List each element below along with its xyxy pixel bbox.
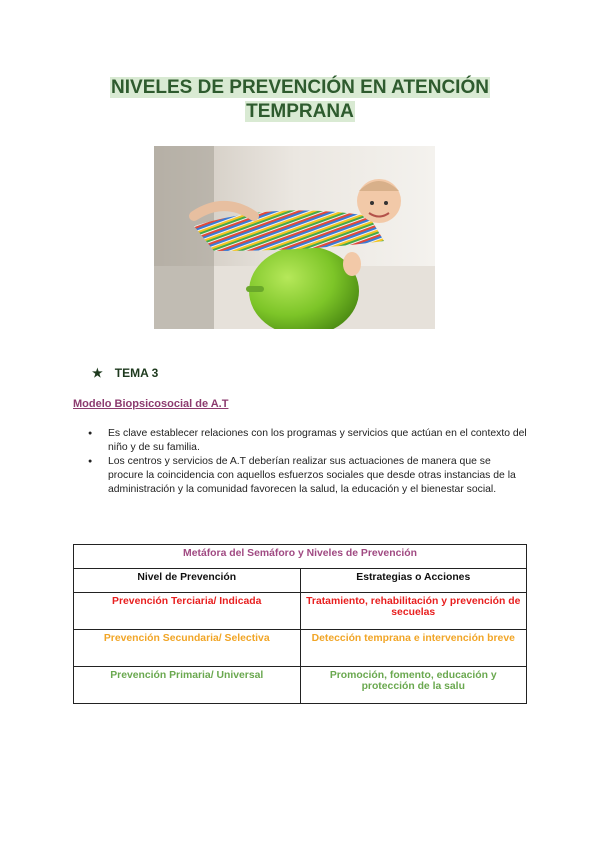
title-line-2: TEMPRANA xyxy=(246,101,354,122)
tema-heading xyxy=(92,366,158,380)
table-cell: Prevención Secundaria/ Selectiva xyxy=(74,630,301,667)
prevention-table xyxy=(73,544,527,704)
bullet-item: ● Los centros y servicios de A.T deberían realizar sus actuaciones de manera que se procure la coincidencia con aquellos esfuerzos sociales que desde otras instancias de la administración y la comunidad favorecen la salud, la educación y el bienestar social. xyxy=(88,455,528,497)
table-cell: Prevención Primaria/ Universal xyxy=(74,667,301,704)
table-row xyxy=(74,630,527,667)
bullet-item: ● Es clave establecer relaciones con los programas y servicios que actúan en el contexto del niño y de su familia. xyxy=(88,427,528,455)
page-title xyxy=(60,76,540,124)
table-row xyxy=(74,667,527,704)
table-row xyxy=(74,593,527,630)
table-cell: Detección temprana e intervención breve xyxy=(300,630,527,667)
tema-label: TEMA 3 xyxy=(114,366,159,380)
table-cell: Prevención Terciaria/ Indicada xyxy=(74,593,301,630)
title-line-1: NIVELES DE PREVENCIÓN EN ATENCIÓN xyxy=(111,77,489,98)
table-cell: Tratamiento, rehabilitación y prevención de secuelas xyxy=(300,593,527,630)
section-heading-link[interactable]: Modelo Biopsicosocial de A.T xyxy=(73,398,229,410)
table-cell: Promoción, fomento, educación y protección de la salu xyxy=(300,667,527,704)
bullet-list xyxy=(88,427,528,497)
baby-on-ball-photo xyxy=(154,146,435,329)
table-header-estrategias: Estrategias o Acciones xyxy=(300,569,527,593)
table-caption: Metáfora del Semáforo y Niveles de Prevención xyxy=(74,545,527,569)
star-bullet-icon: ★ xyxy=(92,366,103,380)
table-header-nivel: Nivel de Prevención xyxy=(74,569,301,593)
